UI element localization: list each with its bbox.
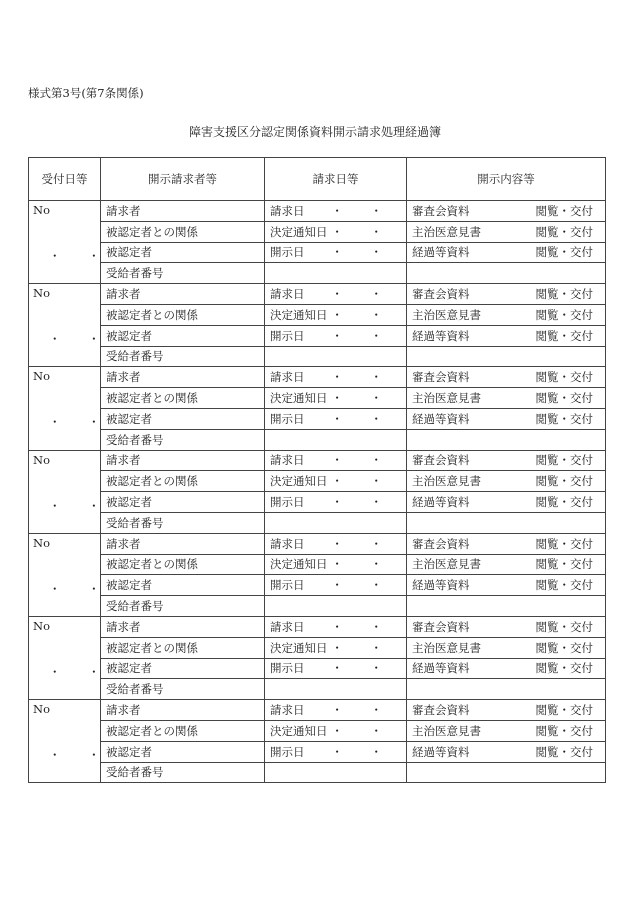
receipt-cell[interactable]: [29, 616, 112, 699]
requester-cell[interactable]: 受給者番号: [101, 596, 265, 617]
date-label: 請求日: [270, 703, 305, 718]
receipt-no-label: No: [33, 369, 50, 384]
disclosure-cell[interactable]: [407, 533, 606, 554]
date-dots: ・ ・: [331, 744, 394, 759]
action-label: 閲覧・交付: [535, 661, 593, 676]
request-date-cell[interactable]: [265, 284, 407, 305]
requester-cell[interactable]: 請求者: [101, 616, 265, 637]
requester-cell[interactable]: 被認定者との関係: [101, 720, 265, 741]
table-row: [29, 263, 606, 284]
date-dots: ・ ・: [331, 619, 394, 634]
date-label: 開示日: [270, 661, 305, 676]
disclosure-cell[interactable]: [407, 201, 606, 222]
processing-register-table: [28, 157, 606, 783]
material-label: 経過等資料: [412, 578, 470, 593]
header-disclosure-content: 開示内容等: [407, 158, 606, 201]
request-date-cell[interactable]: [265, 388, 407, 409]
receipt-no-label: No: [33, 618, 50, 633]
request-date-cell[interactable]: [265, 263, 407, 284]
receipt-no-label: No: [33, 702, 50, 717]
material-label: 審査会資料: [412, 536, 470, 551]
request-date-cell[interactable]: [265, 762, 407, 783]
disclosure-cell[interactable]: [407, 679, 606, 700]
material-label: 主治医意見書: [412, 723, 481, 738]
request-date-cell[interactable]: [265, 637, 407, 658]
date-label: 決定通知日: [270, 640, 328, 655]
table-row: [29, 616, 606, 637]
date-dots: ・ ・: [331, 640, 394, 655]
disclosure-cell[interactable]: [407, 242, 606, 263]
disclosure-cell[interactable]: [407, 700, 606, 721]
table-row: [29, 429, 606, 450]
request-date-cell[interactable]: [265, 242, 407, 263]
disclosure-cell[interactable]: [407, 492, 606, 513]
disclosure-cell[interactable]: [407, 408, 606, 429]
date-dots: ・ ・: [331, 723, 394, 738]
disclosure-cell[interactable]: [407, 450, 606, 471]
table-row: [29, 533, 606, 554]
requester-cell[interactable]: 被認定者: [101, 741, 265, 762]
material-label: 経過等資料: [412, 495, 470, 510]
disclosure-cell[interactable]: [407, 741, 606, 762]
material-label: 経過等資料: [412, 661, 470, 676]
action-label: 閲覧・交付: [535, 453, 593, 468]
table-row: [29, 700, 606, 721]
action-label: 閲覧・交付: [535, 744, 593, 759]
date-label: 開示日: [270, 411, 305, 426]
form-number: 様式第3号(第7条関係): [28, 86, 144, 100]
material-label: 主治医意見書: [412, 557, 481, 572]
header-request-date: 請求日等: [265, 158, 407, 201]
receipt-no-label: No: [33, 452, 50, 467]
requester-cell[interactable]: 被認定者との関係: [101, 637, 265, 658]
date-dots: ・ ・: [331, 411, 394, 426]
requester-cell[interactable]: 請求者: [101, 450, 265, 471]
receipt-cell[interactable]: [29, 367, 112, 450]
date-dots: ・ ・: [331, 557, 394, 572]
date-label: 請求日: [270, 619, 305, 634]
receipt-date-dots: ・ ・: [49, 249, 112, 263]
requester-cell[interactable]: 被認定者: [101, 492, 265, 513]
disclosure-cell[interactable]: [407, 720, 606, 741]
material-label: 経過等資料: [412, 245, 470, 260]
date-dots: ・ ・: [331, 453, 394, 468]
date-label: 請求日: [270, 536, 305, 551]
table-row: [29, 679, 606, 700]
table-row: [29, 492, 606, 513]
table-row: [29, 367, 606, 388]
date-label: 開示日: [270, 495, 305, 510]
date-label: 決定通知日: [270, 557, 328, 572]
date-dots: ・ ・: [331, 391, 394, 406]
request-date-cell[interactable]: [265, 492, 407, 513]
request-date-cell[interactable]: [265, 471, 407, 492]
date-label: 決定通知日: [270, 224, 328, 239]
date-label: 決定通知日: [270, 307, 328, 322]
request-date-cell[interactable]: [265, 679, 407, 700]
table-row: [29, 471, 606, 492]
request-date-cell[interactable]: [265, 700, 407, 721]
requester-cell[interactable]: 受給者番号: [101, 679, 265, 700]
disclosure-cell[interactable]: [407, 575, 606, 596]
table-row: [29, 512, 606, 533]
requester-cell[interactable]: 被認定者: [101, 575, 265, 596]
request-date-cell[interactable]: [265, 429, 407, 450]
table-row: [29, 201, 606, 222]
date-dots: ・ ・: [331, 307, 394, 322]
document-title: 障害支援区分認定関係資料開示請求処理経過簿: [188, 125, 441, 139]
material-label: 主治医意見書: [412, 307, 481, 322]
request-date-cell[interactable]: [265, 596, 407, 617]
requester-cell[interactable]: 受給者番号: [101, 263, 265, 284]
table-row: [29, 658, 606, 679]
material-label: 経過等資料: [412, 744, 470, 759]
date-dots: ・ ・: [331, 245, 394, 260]
receipt-date-dots: ・ ・: [49, 498, 112, 513]
disclosure-cell[interactable]: [407, 221, 606, 242]
requester-cell[interactable]: 受給者番号: [101, 762, 265, 783]
request-date-cell[interactable]: [265, 346, 407, 367]
request-date-cell[interactable]: [265, 221, 407, 242]
action-label: 閲覧・交付: [535, 703, 593, 718]
table-row: [29, 325, 606, 346]
request-date-cell[interactable]: [265, 325, 407, 346]
date-dots: ・ ・: [331, 578, 394, 593]
action-label: 閲覧・交付: [535, 328, 593, 343]
disclosure-cell[interactable]: [407, 596, 606, 617]
requester-cell[interactable]: 請求者: [101, 284, 265, 305]
material-label: 審査会資料: [412, 619, 470, 634]
request-date-cell[interactable]: [265, 512, 407, 533]
disclosure-cell[interactable]: [407, 304, 606, 325]
action-label: 閲覧・交付: [535, 391, 593, 406]
table-row: [29, 304, 606, 325]
material-label: 審査会資料: [412, 453, 470, 468]
table-row: [29, 720, 606, 741]
receipt-date-dots: ・ ・: [49, 415, 112, 430]
date-dots: ・ ・: [331, 495, 394, 510]
date-dots: ・ ・: [331, 661, 394, 676]
material-label: 審査会資料: [412, 703, 470, 718]
requester-cell[interactable]: 被認定者との関係: [101, 471, 265, 492]
header-row: [29, 158, 606, 201]
table-row: [29, 284, 606, 305]
receipt-no-label: No: [33, 203, 50, 217]
receipt-date-dots: ・ ・: [49, 581, 112, 596]
date-dots: ・ ・: [331, 287, 394, 302]
action-label: 閲覧・交付: [535, 619, 593, 634]
requester-cell[interactable]: 受給者番号: [101, 346, 265, 367]
requester-cell[interactable]: 被認定者との関係: [101, 554, 265, 575]
material-label: 主治医意見書: [412, 391, 481, 406]
date-label: 開示日: [270, 245, 305, 260]
action-label: 閲覧・交付: [535, 557, 593, 572]
material-label: 経過等資料: [412, 411, 470, 426]
material-label: 主治医意見書: [412, 640, 481, 655]
disclosure-cell[interactable]: [407, 658, 606, 679]
date-label: 開示日: [270, 578, 305, 593]
action-label: 閲覧・交付: [535, 474, 593, 489]
action-label: 閲覧・交付: [535, 578, 593, 593]
disclosure-cell[interactable]: [407, 512, 606, 533]
receipt-no-label: No: [33, 286, 50, 301]
table-row: [29, 450, 606, 471]
material-label: 審査会資料: [412, 203, 470, 218]
material-label: 経過等資料: [412, 328, 470, 343]
request-date-cell[interactable]: [265, 658, 407, 679]
table-row: [29, 741, 606, 762]
date-dots: ・ ・: [331, 370, 394, 385]
requester-cell[interactable]: 被認定者: [101, 408, 265, 429]
material-label: 審査会資料: [412, 370, 470, 385]
date-label: 決定通知日: [270, 391, 328, 406]
register-body: [29, 201, 606, 783]
header-receipt-date: 受付日等: [29, 158, 101, 201]
action-label: 閲覧・交付: [535, 495, 593, 510]
disclosure-cell[interactable]: [407, 554, 606, 575]
disclosure-cell[interactable]: [407, 367, 606, 388]
disclosure-cell[interactable]: [407, 762, 606, 783]
date-dots: ・ ・: [331, 203, 394, 218]
disclosure-cell[interactable]: [407, 284, 606, 305]
request-date-cell[interactable]: [265, 533, 407, 554]
table-row: [29, 408, 606, 429]
date-label: 開示日: [270, 744, 305, 759]
action-label: 閲覧・交付: [535, 640, 593, 655]
material-label: 主治医意見書: [412, 224, 481, 239]
date-label: 開示日: [270, 328, 305, 343]
requester-cell[interactable]: 請求者: [101, 367, 265, 388]
request-date-cell[interactable]: [265, 616, 407, 637]
date-dots: ・ ・: [331, 224, 394, 239]
requester-cell[interactable]: 請求者: [101, 533, 265, 554]
disclosure-cell[interactable]: [407, 346, 606, 367]
requester-cell[interactable]: 受給者番号: [101, 429, 265, 450]
requester-cell[interactable]: 被認定者: [101, 325, 265, 346]
date-dots: ・ ・: [331, 703, 394, 718]
requester-cell[interactable]: 被認定者との関係: [101, 221, 265, 242]
action-label: 閲覧・交付: [535, 224, 593, 239]
receipt-cell[interactable]: [29, 284, 112, 367]
request-date-cell[interactable]: [265, 554, 407, 575]
request-date-cell[interactable]: [265, 408, 407, 429]
request-date-cell[interactable]: [265, 201, 407, 222]
date-dots: ・ ・: [331, 536, 394, 551]
table-row: [29, 762, 606, 783]
requester-cell[interactable]: 受給者番号: [101, 512, 265, 533]
receipt-date-dots: ・ ・: [49, 664, 112, 679]
request-date-cell[interactable]: [265, 720, 407, 741]
disclosure-cell[interactable]: [407, 637, 606, 658]
action-label: 閲覧・交付: [535, 307, 593, 322]
disclosure-cell[interactable]: [407, 616, 606, 637]
action-label: 閲覧・交付: [535, 245, 593, 260]
table-row: [29, 596, 606, 617]
request-date-cell[interactable]: [265, 450, 407, 471]
action-label: 閲覧・交付: [535, 411, 593, 426]
table-row: [29, 575, 606, 596]
action-label: 閲覧・交付: [535, 370, 593, 385]
table-row: [29, 242, 606, 263]
receipt-no-label: No: [33, 535, 50, 550]
table-row: [29, 221, 606, 242]
requester-cell[interactable]: 被認定者: [101, 242, 265, 263]
request-date-cell[interactable]: [265, 741, 407, 762]
material-label: 審査会資料: [412, 287, 470, 302]
date-label: 請求日: [270, 453, 305, 468]
header-requester: 開示請求者等: [101, 158, 265, 201]
disclosure-cell[interactable]: [407, 325, 606, 346]
requester-cell[interactable]: 請求者: [101, 700, 265, 721]
requester-cell[interactable]: 被認定者: [101, 658, 265, 679]
request-date-cell[interactable]: [265, 304, 407, 325]
date-label: 請求日: [270, 203, 305, 218]
disclosure-cell[interactable]: [407, 471, 606, 492]
action-label: 閲覧・交付: [535, 536, 593, 551]
disclosure-cell[interactable]: [407, 263, 606, 284]
receipt-date-dots: ・ ・: [49, 748, 112, 763]
action-label: 閲覧・交付: [535, 723, 593, 738]
table-row: [29, 346, 606, 367]
date-label: 決定通知日: [270, 474, 328, 489]
date-label: 請求日: [270, 287, 305, 302]
date-label: 請求日: [270, 370, 305, 385]
receipt-cell[interactable]: [29, 700, 112, 783]
action-label: 閲覧・交付: [535, 203, 593, 218]
requester-cell[interactable]: 被認定者との関係: [101, 388, 265, 409]
request-date-cell[interactable]: [265, 367, 407, 388]
date-label: 決定通知日: [270, 723, 328, 738]
table-row: [29, 388, 606, 409]
requester-cell[interactable]: 請求者: [101, 201, 265, 222]
table-row: [29, 637, 606, 658]
action-label: 閲覧・交付: [535, 287, 593, 302]
table-row: [29, 554, 606, 575]
receipt-cell[interactable]: [29, 201, 112, 284]
disclosure-cell[interactable]: [407, 429, 606, 450]
requester-cell[interactable]: 被認定者との関係: [101, 304, 265, 325]
receipt-cell[interactable]: [29, 533, 112, 616]
date-dots: ・ ・: [331, 328, 394, 343]
date-dots: ・ ・: [331, 474, 394, 489]
material-label: 主治医意見書: [412, 474, 481, 489]
receipt-date-dots: ・ ・: [49, 332, 112, 347]
request-date-cell[interactable]: [265, 575, 407, 596]
receipt-cell[interactable]: [29, 450, 112, 533]
disclosure-cell[interactable]: [407, 388, 606, 409]
